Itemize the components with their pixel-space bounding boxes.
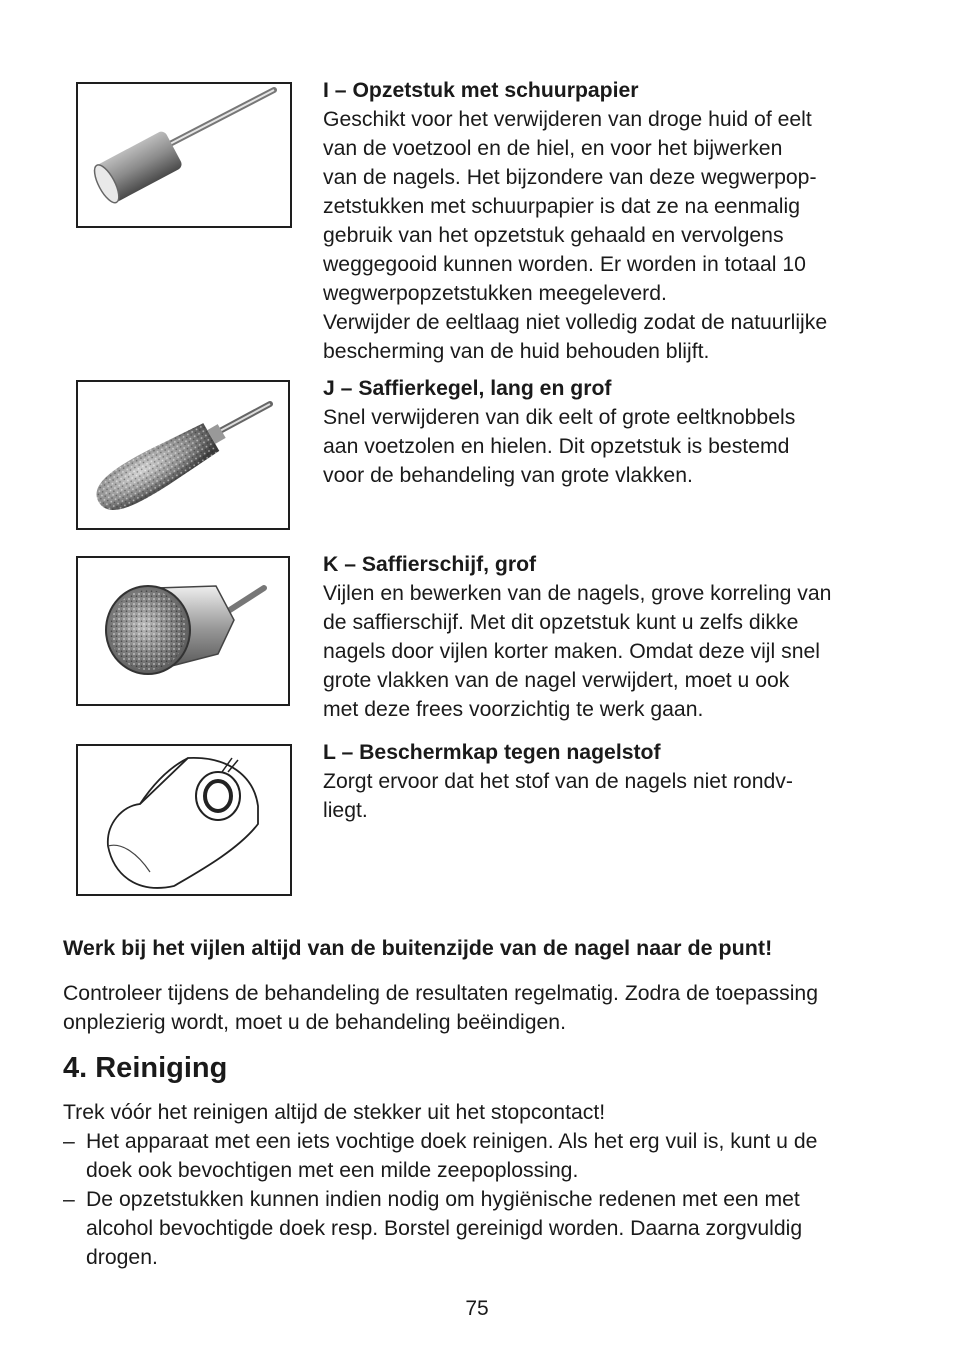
item-l-description [323, 738, 893, 825]
desc-line: Snel verwijderen van dik eelt of grote eeltknobbels [323, 406, 796, 429]
item-j-description [323, 374, 893, 490]
desc-line: bescherming van de huid behouden blijft. [323, 340, 710, 363]
check-line: Controleer tijdens de behandeling de resultaten regelmatig. Zodra de toepassing [63, 982, 819, 1005]
item-i-description [323, 76, 893, 366]
sandpaper-cap-icon [78, 84, 290, 226]
list-item [63, 1185, 903, 1272]
sandpaper-cap-image [76, 82, 292, 228]
sapphire-disc-icon [78, 558, 288, 704]
desc-line: Zorgt ervoor dat het stof van de nagels niet rondv- [323, 770, 793, 793]
desc-line: wegwerpopzetstukken meegeleverd. [323, 282, 667, 305]
item-title: J – Saffierkegel, lang en grof [323, 377, 612, 400]
desc-line: nagels door vijlen korter maken. Omdat deze vijl snel [323, 640, 820, 663]
cleaning-list [63, 1127, 903, 1272]
page-number: 75 [465, 1297, 489, 1320]
list-item [63, 1127, 903, 1185]
item-k-description [323, 550, 893, 724]
section-title: 4. Reiniging [63, 1052, 228, 1084]
list-line: doek ook bevochtigen met een milde zeepoplossing. [86, 1159, 579, 1182]
list-line: alcohol bevochtigde doek resp. Borstel gereinigd worden. Daarna zorgvuldig [86, 1217, 803, 1240]
desc-line: weggegooid kunnen worden. Er worden in totaal 10 [323, 253, 806, 276]
list-line: Het apparaat met een iets vochtige doek reinigen. Als het erg vuil is, kunt u de [86, 1130, 818, 1153]
item-title: K – Saffierschijf, grof [323, 553, 537, 576]
dash-marker: – [63, 1130, 75, 1153]
warning-heading: Werk bij het vijlen altijd van de buitenzijde van de nagel naar de punt! [63, 936, 773, 960]
list-line: drogen. [86, 1246, 158, 1269]
dash-marker: – [63, 1188, 75, 1211]
desc-line: van de nagels. Het bijzondere van deze wegwerpop- [323, 166, 817, 189]
desc-line: zetstukken met schuurpapier is dat ze na eenmalig [323, 195, 800, 218]
sapphire-cone-icon [78, 382, 288, 528]
dust-cap-image [76, 744, 292, 896]
desc-line: Geschikt voor het verwijderen van droge huid of eelt [323, 108, 812, 131]
item-title: L – Beschermkap tegen nagelstof [323, 741, 661, 764]
desc-line: de saffierschijf. Met dit opzetstuk kunt u zelfs dikke [323, 611, 799, 634]
desc-line: Vijlen en bewerken van de nagels, grove korreling van [323, 582, 832, 605]
desc-line: gebruik van het opzetstuk gehaald en vervolgens [323, 224, 784, 247]
intro-text: Trek vóór het reinigen altijd de stekker uit het stopcontact! [63, 1101, 606, 1124]
sapphire-disc-image [76, 556, 290, 706]
dust-cap-icon [78, 746, 290, 894]
desc-line: liegt. [323, 799, 368, 822]
desc-line: voor de behandeling van grote vlakken. [323, 464, 693, 487]
desc-line: met deze frees voorzichtig te werk gaan. [323, 698, 704, 721]
desc-line: grote vlakken van de nagel verwijdert, moet u ook [323, 669, 790, 692]
list-line: De opzetstukken kunnen indien nodig om hygiënische redenen met een met [86, 1188, 800, 1211]
desc-line: Verwijder de eeltlaag niet volledig zodat de natuurlijke [323, 311, 828, 334]
sapphire-cone-image [76, 380, 290, 530]
check-line: onplezierig wordt, moet u de behandeling beëindigen. [63, 1011, 566, 1034]
desc-line: aan voetzolen en hielen. Dit opzetstuk is bestemd [323, 435, 790, 458]
desc-line: van de voetzool en de hiel, en voor het bijwerken [323, 137, 783, 160]
item-title: I – Opzetstuk met schuurpapier [323, 79, 639, 102]
